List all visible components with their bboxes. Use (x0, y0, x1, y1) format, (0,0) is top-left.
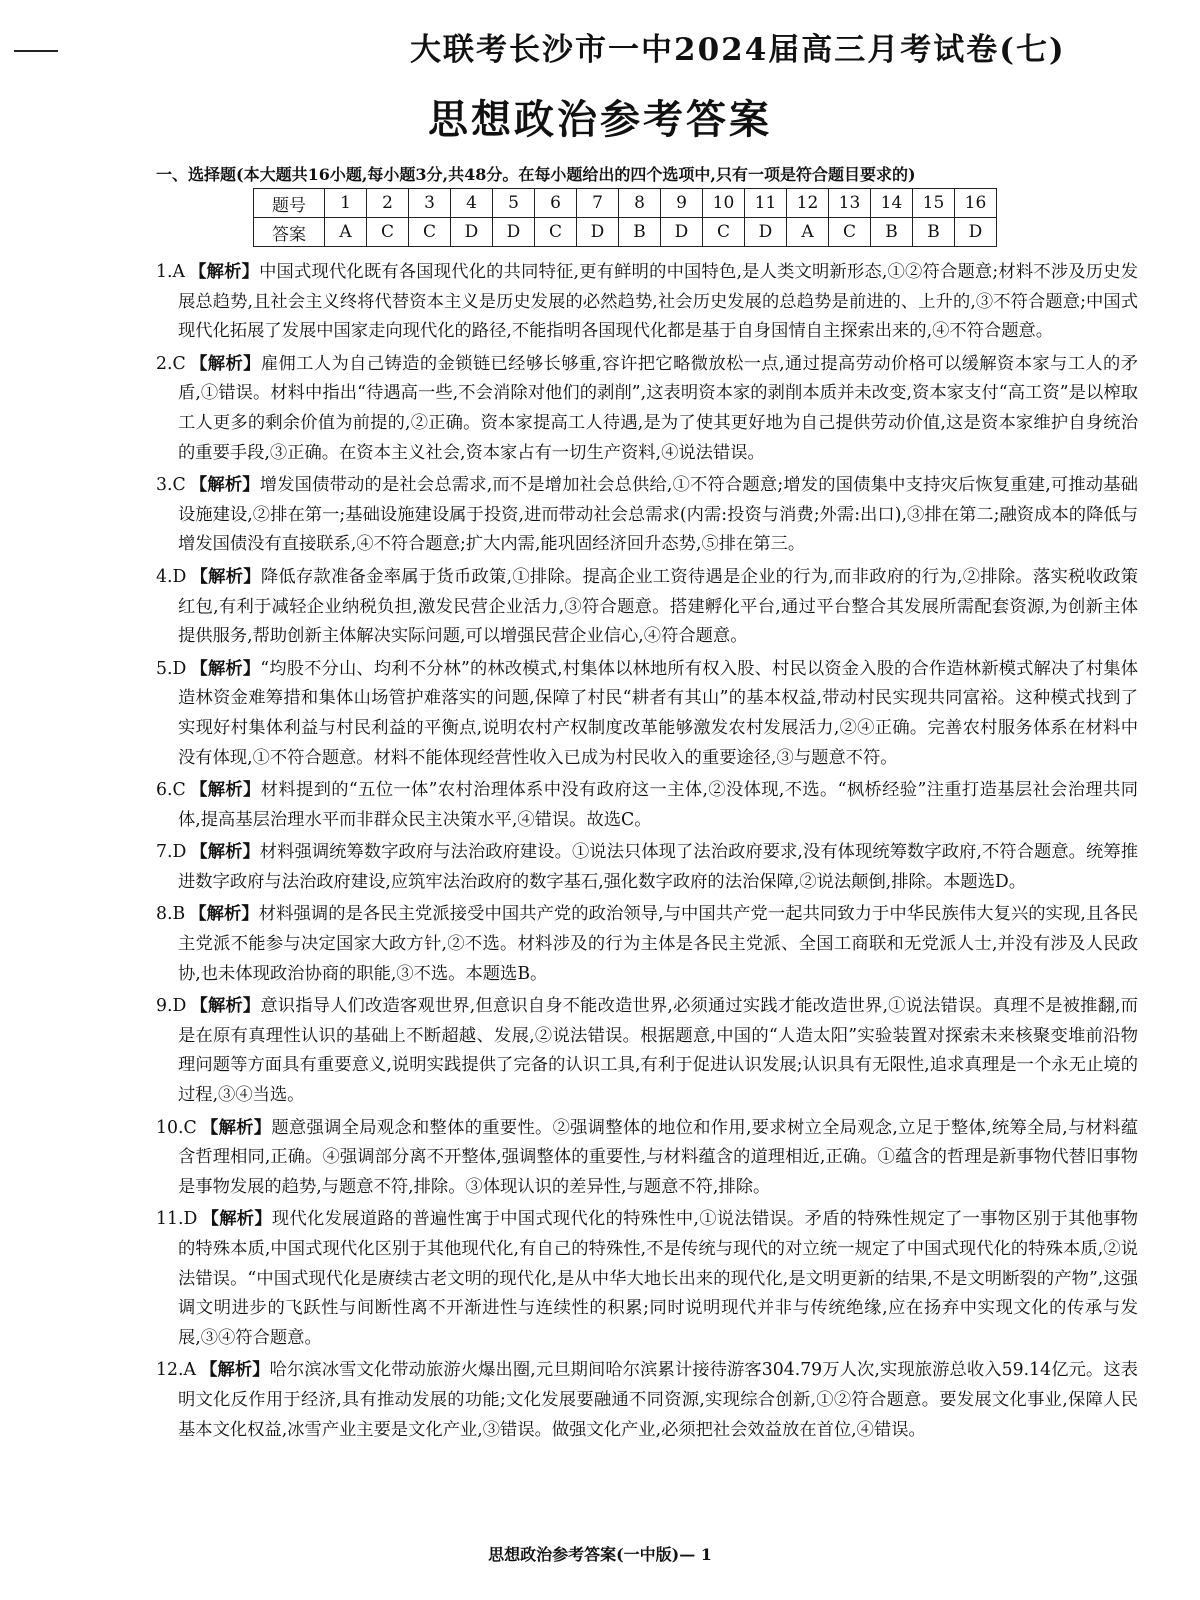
answer-letter: C (535, 218, 577, 247)
answer-letter: D (577, 218, 619, 247)
question-number: 5 (493, 189, 535, 218)
answer-letter: C (409, 218, 451, 247)
explanation-item (156, 992, 1138, 1110)
answer-letter: B (619, 218, 661, 247)
answer-letter: D (955, 218, 997, 247)
question-number: 6 (535, 189, 577, 218)
item-number: 11. (156, 1209, 184, 1230)
section-heading: 一、选择题(本大题共16小题,每小题3分,共48分。在每小题给出的四个选项中,只有一项是符合题目要求的) (156, 165, 916, 184)
item-text: 降低存款准备金率属于货币政策,①排除。提高企业工资待遇是企业的行为,而非政府的行为,②排除。落实税收政策红包,有利于减轻企业纳税负担,激发民营企业活力,③符合题意。搭建孵化平台,通过平台整合其发展所需配套资源,为创新主体提供服务,帮助创新主体解决实际问题,可以增强民营企业信心,④符合题意。 (178, 566, 1138, 647)
question-number: 3 (409, 189, 451, 218)
item-number: 3. (156, 475, 173, 496)
answer-letter: D (493, 218, 535, 247)
item-answer: C (172, 780, 186, 801)
item-number: 2. (156, 353, 173, 374)
analysis-tag: 【解析】 (189, 904, 259, 925)
item-text: 雇佣工人为自己铸造的金锁链已经够长够重,容许把它略微放松一点,通过提高劳动价格可以缓解资本家与工人的矛盾,①错误。材料中指出“待遇高一些,不会消除对他们的剥削”,这表明资本家的剥削本质并未改变,资本家支付“高工资”是以榨取工人更多的剩余价值为前提的,②正确。资本家提高工人待遇,是为了使其更好地为自己提供劳动价值,这是资本家维护自身统治的重要手段,③正确。在资本主义社会,资本家占有一切生产资料,④说法错误。 (178, 353, 1138, 463)
row-label-numbers: 题号 (254, 189, 325, 218)
analysis-tag: 【解析】 (190, 996, 261, 1017)
row-label-answers: 答案 (254, 218, 325, 247)
item-text: 材料提到的“五位一体”农村治理体系中没有政府这一主体,②没体现,不选。“枫桥经验”注重打造基层社会治理共同体,提高基层治理水平而非群众民主决策水平,④错误。故选C。 (178, 780, 1138, 830)
question-number: 14 (871, 189, 913, 218)
explanation-item (156, 900, 1138, 989)
item-answer: D (172, 658, 187, 679)
explanation-list (156, 258, 1138, 1448)
item-answer: A (183, 1360, 196, 1381)
item-answer: D (172, 996, 187, 1017)
answer-letter: D (745, 218, 787, 247)
item-number: 1. (156, 262, 173, 282)
item-text: 现代化发展道路的普遍性寓于中国式现代化的特殊性中,①说法错误。矛盾的特殊性规定了一事物区别于其他事物的特殊本质,中国式现代化区别于其他现代化,有自己的特殊性,不是传统与现代的对立统一规定了中国式现代化的特殊本质,②说法错误。“中国式现代化是赓续古老文明的现代化,是从中华大地长出来的现代化,是文明更新的结果,不是文明断裂的产物”,这强调文明进步的飞跃性与间断性离不开渐进性与连续性的积累;同时说明现代并非与传统绝缘,应在扬弃中实现文化的传承与发展,③④符合题意。 (178, 1209, 1138, 1348)
item-answer: D (183, 1209, 198, 1230)
question-number: 15 (913, 189, 955, 218)
question-number: 16 (955, 189, 997, 218)
answer-letter: A (787, 218, 829, 247)
exam-title: 大联考长沙市一中2024届高三月考试卷(七) (410, 32, 1066, 68)
explanation-item (156, 471, 1138, 560)
analysis-tag: 【解析】 (201, 1209, 272, 1230)
item-number: 4. (156, 566, 173, 587)
item-number: 8. (156, 904, 173, 925)
analysis-tag: 【解析】 (190, 842, 260, 863)
item-answer: B (172, 904, 186, 925)
analysis-tag: 【解析】 (190, 566, 261, 587)
question-number: 11 (745, 189, 787, 218)
analysis-tag: 【解析】 (189, 475, 260, 496)
explanation-item (156, 258, 1138, 347)
answer-letter: C (703, 218, 745, 247)
question-number: 2 (367, 189, 409, 218)
question-number: 7 (577, 189, 619, 218)
question-number-row (254, 189, 997, 218)
page-footer: 思想政治参考答案(一中版)— 1 (488, 1545, 712, 1564)
explanation-item (156, 838, 1138, 897)
question-number: 1 (325, 189, 367, 218)
analysis-tag: 【解析】 (189, 353, 261, 374)
question-number: 9 (661, 189, 703, 218)
answer-letter: C (367, 218, 409, 247)
item-text: 哈尔滨冰雪文化带动旅游火爆出圈,元旦期间哈尔滨累计接待游客304.79万人次,实现旅游总收入59.14亿元。这表明文化反作用于经济,具有推动发展的功能;文化发展要融通不同资源,实现综合创新,①②符合题意。要发展文化事业,保障人民基本文化权益,冰雪产业主要是文化产业,③错误。做强文化产业,必须把社会效益放在首位,④错误。 (178, 1360, 1138, 1440)
answer-letter: D (451, 218, 493, 247)
item-number: 5. (156, 658, 173, 679)
item-answer: A (172, 262, 185, 282)
item-text: 意识指导人们改造客观世界,但意识自身不能改造世界,必须通过实践才能改造世界,①说法错误。真理不是被推翻,而是在原有真理性认识的基础上不断超越、发展,②说法错误。根据题意,中国的“人造太阳”实验装置对探索未来核聚变堆前沿物理问题等方面具有重要意义,说明实践提供了完备的认识工具,有利于促进认识发展;认识具有无限性,追求真理是一个永无止境的过程,③④当选。 (178, 996, 1138, 1106)
item-text: 题意强调全局观念和整体的重要性。②强调整体的地位和作用,要求树立全局观念,立足于整体,统筹全局,与材料蕴含哲理相同,正确。④强调部分离不开整体,强调整体的重要性,与材料蕴含的道理相近,正确。①蕴含的哲理是新事物代替旧事物是事物发展的趋势,与题意不符,排除。③体现认识的差异性,与题意不符,排除。 (178, 1117, 1138, 1197)
question-number: 4 (451, 189, 493, 218)
answer-letter: D (661, 218, 703, 247)
question-number: 10 (703, 189, 745, 218)
analysis-tag: 【解析】 (189, 780, 261, 801)
item-number: 10. (156, 1117, 184, 1138)
answer-letter: B (913, 218, 955, 247)
answer-letter: A (325, 218, 367, 247)
item-text: 增发国债带动的是社会总需求,而不是增加社会总供给,①不符合题意;增发的国债集中支持灾后恢复重建,可推动基础设施建设,②排在第一;基础设施建设属于投资,进而带动社会总需求(内需:投资与消费;外需:出口),③排在第二;融资成本的降低与增发国债没有直接联系,④不符合题意;扩大内需,能巩固经济回升态势,⑤排在第三。 (178, 475, 1138, 555)
explanation-item (156, 563, 1138, 652)
explanation-item (156, 1356, 1138, 1445)
question-number: 12 (787, 189, 829, 218)
answer-row (254, 218, 997, 247)
explanation-item (156, 655, 1138, 773)
item-number: 7. (156, 842, 173, 863)
analysis-tag: 【解析】 (200, 1117, 272, 1138)
answer-letter: C (829, 218, 871, 247)
item-text: 材料强调的是各民主党派接受中国共产党的政治领导,与中国共产党一起共同致力于中华民族伟大复兴的实现,且各民主党派不能参与决定国家大政方针,②不选。材料涉及的行为主体是各民主党派、全国工商联和无党派人士,并没有涉及人民政协,也未体现政治协商的职能,③不选。本题选B。 (178, 904, 1138, 984)
item-number: 6. (156, 780, 173, 801)
item-answer: D (172, 566, 187, 587)
answer-table (253, 188, 997, 247)
document-title: 思想政治参考答案 (428, 96, 772, 143)
question-number: 8 (619, 189, 661, 218)
corner-mark (14, 50, 58, 52)
explanation-item (156, 776, 1138, 835)
item-text: 中国式现代化既有各国现代化的共同特征,更有鲜明的中国特色,是人类文明新形态,①②符合题意;材料不涉及历史发展总趋势,且社会主义终将代替资本主义是历史发展的必然趋势,社会历史发展的总趋势是前进的、上升的,③不符合题意;中国式现代化拓展了发展中国家走向现代化的路径,不能指明各国现代化都是基于自身国情自主探索出来的,④不符合题意。 (178, 262, 1138, 342)
analysis-tag: 【解析】 (190, 658, 261, 679)
explanation-item (156, 350, 1138, 468)
item-answer: C (172, 475, 186, 496)
item-answer: C (183, 1117, 197, 1138)
analysis-tag: 【解析】 (188, 262, 260, 282)
item-text: “均股不分山、均利不分林”的林改模式,村集体以林地所有权入股、村民以资金入股的合作造林新模式解决了村集体造林资金难筹措和集体山场管护难落实的问题,保障了村民“耕者有其山”的基本权益,带动村民实现共同富裕。这种模式找到了实现好村集体利益与村民利益的平衡点,说明农村产权制度改革能够激发农村发展活力,②④正确。完善农村服务体系在材料中没有体现,①不符合题意。材料不能体现经营性收入已成为村民收入的重要途径,③与题意不符。 (178, 658, 1138, 768)
item-answer: C (172, 353, 186, 374)
answer-letter: B (871, 218, 913, 247)
item-number: 12. (156, 1360, 184, 1381)
analysis-tag: 【解析】 (199, 1360, 270, 1381)
explanation-item (156, 1205, 1138, 1353)
item-number: 9. (156, 996, 173, 1017)
item-answer: D (172, 842, 187, 863)
question-number: 13 (829, 189, 871, 218)
item-text: 材料强调统筹数字政府与法治政府建设。①说法只体现了法治政府要求,没有体现统筹数字政府,不符合题意。统筹推进数字政府与法治政府建设,应筑牢法治政府的数字基石,强化数字政府的法治保障,②说法颠倒,排除。本题选D。 (178, 842, 1138, 892)
explanation-item (156, 1114, 1138, 1203)
